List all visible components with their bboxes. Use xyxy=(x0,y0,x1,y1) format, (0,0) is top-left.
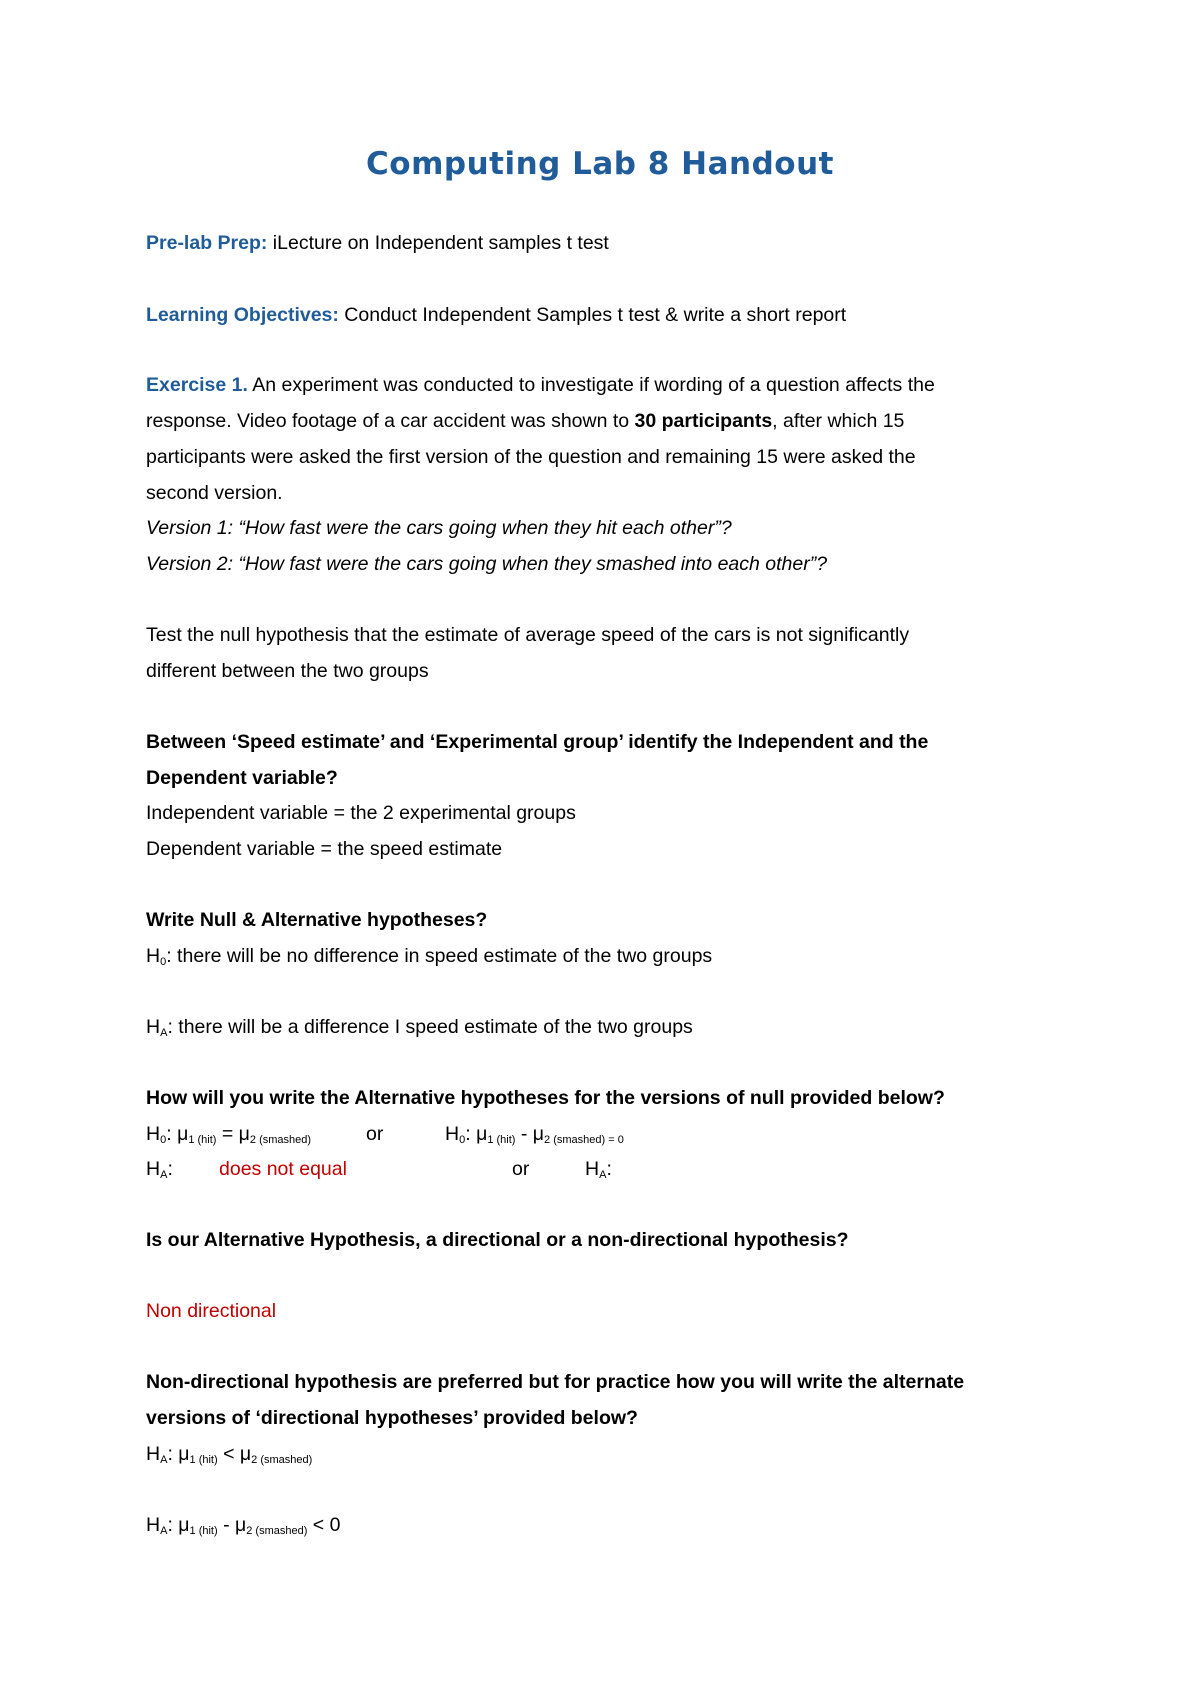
colon: : xyxy=(465,1123,471,1145)
exercise-text-2a: response. Video footage of a car accident was shown to xyxy=(146,410,635,432)
question-1-line-1: Between ‘Speed estimate’ and ‘Experimental group’ identify the Independent and the xyxy=(146,731,929,753)
h-symbol: H xyxy=(585,1158,600,1180)
exercise-participants: 30 participants xyxy=(634,410,773,432)
exercise-text-1: An experiment was conducted to investigate if wording of a question affects the xyxy=(247,374,935,396)
mu-symbol: μ xyxy=(239,1443,252,1465)
mu-symbol: μ xyxy=(238,1123,250,1145)
ha-subscript: A xyxy=(160,1169,168,1181)
colon: : xyxy=(167,1514,173,1536)
directional-ha-1 xyxy=(146,1437,312,1477)
page-title: Computing Lab 8 Handout xyxy=(366,146,834,182)
mu-symbol: μ xyxy=(178,1443,190,1465)
h-symbol: H xyxy=(146,1158,161,1180)
answer-non-directional: Non directional xyxy=(146,1300,277,1322)
less-than-zero: < 0 xyxy=(307,1514,341,1536)
ha-subscript: A xyxy=(160,1454,168,1466)
question-1-line-2: Dependent variable? xyxy=(146,767,338,789)
exercise-label: Exercise 1. xyxy=(146,374,248,396)
question-5-line-1: Non-directional hypothesis are preferred but for practice how you will write the alternate xyxy=(146,1371,965,1393)
ha-subscript: A xyxy=(160,1027,168,1039)
h-symbol: H xyxy=(146,1016,161,1038)
h0-subscript: 0 xyxy=(459,1134,466,1146)
minus-sign: - xyxy=(217,1514,235,1536)
exercise-line-3: participants were asked the first version of the question and remaining 15 were asked the xyxy=(146,446,916,468)
mu-symbol: μ xyxy=(178,1514,190,1536)
question-4-heading: Is our Alternative Hypothesis, a directional or a non-directional hypothesis? xyxy=(146,1229,849,1251)
mu2-subscript-eq0: 2 (smashed) = 0 xyxy=(544,1134,624,1146)
question-2-heading: Write Null & Alternative hypotheses? xyxy=(146,909,488,931)
mu2-subscript: 2 (smashed) xyxy=(251,1454,313,1466)
minus-sign: - xyxy=(515,1123,533,1145)
mu2-subscript: 2 (smashed) xyxy=(249,1134,312,1146)
independent-variable: Independent variable = the 2 experimental groups xyxy=(146,802,576,824)
h-symbol: H xyxy=(146,1123,161,1145)
null-versions-left xyxy=(146,1117,311,1157)
mu1-subscript: 1 (hit) xyxy=(487,1134,516,1146)
colon: : xyxy=(166,1123,172,1145)
exercise-line-1 xyxy=(146,368,935,402)
test-line-2: different between the two groups xyxy=(146,660,429,682)
or-separator-2: or xyxy=(512,1158,530,1180)
less-than: < xyxy=(217,1443,240,1465)
mu-symbol: μ xyxy=(177,1123,189,1145)
h0-subscript: 0 xyxy=(160,956,167,968)
ha-subscript: A xyxy=(599,1169,607,1181)
mu2-subscript: 2 (smashed) xyxy=(246,1525,308,1537)
alternative-hypothesis-text: : there will be a difference I speed estimate of the two groups xyxy=(167,1016,693,1038)
version-2: Version 2: “How fast were the cars going when they smashed into each other”? xyxy=(146,553,828,575)
h-symbol: H xyxy=(146,945,161,967)
ha-left-label xyxy=(146,1152,173,1192)
test-line-1: Test the null hypothesis that the estimate of average speed of the cars is not significantly xyxy=(146,624,910,646)
mu1-subscript: 1 (hit) xyxy=(188,1134,217,1146)
version-1: Version 1: “How fast were the cars going when they hit each other”? xyxy=(146,517,732,539)
colon: : xyxy=(606,1158,612,1180)
directional-ha-2 xyxy=(146,1508,340,1548)
colon: : xyxy=(167,1443,173,1465)
mu-symbol: μ xyxy=(532,1123,545,1145)
h0-subscript: 0 xyxy=(160,1134,167,1146)
null-hypothesis-text: : there will be no difference in speed estimate of the two groups xyxy=(166,945,713,967)
colon: : xyxy=(167,1158,173,1180)
answer-does-not-equal: does not equal xyxy=(219,1158,347,1180)
mu1-subscript: 1 (hit) xyxy=(189,1454,218,1466)
equals-sign: = xyxy=(216,1123,239,1145)
alternative-hypothesis xyxy=(146,1010,693,1050)
exercise-line-2 xyxy=(146,404,904,438)
exercise-text-2c: , after which 15 xyxy=(772,410,905,432)
ha-right-label xyxy=(585,1152,612,1192)
null-versions-right xyxy=(445,1117,624,1157)
h-symbol: H xyxy=(146,1443,161,1465)
prelab-line xyxy=(146,226,609,260)
objectives-text: Conduct Independent Samples t test & write a short report xyxy=(338,304,847,326)
question-5-line-2: versions of ‘directional hypotheses’ provided below? xyxy=(146,1407,638,1429)
mu1-subscript: 1 (hit) xyxy=(189,1525,218,1537)
objectives-line xyxy=(146,298,846,332)
h-symbol: H xyxy=(445,1123,460,1145)
mu-symbol: μ xyxy=(235,1514,247,1536)
null-hypothesis xyxy=(146,939,712,979)
prelab-text: iLecture on Independent samples t test xyxy=(267,232,609,254)
ha-subscript: A xyxy=(160,1525,168,1537)
exercise-line-4: second version. xyxy=(146,482,283,504)
prelab-label: Pre-lab Prep: xyxy=(146,232,268,254)
h-symbol: H xyxy=(146,1514,161,1536)
objectives-label: Learning Objectives: xyxy=(146,304,339,326)
mu-symbol: μ xyxy=(476,1123,488,1145)
dependent-variable: Dependent variable = the speed estimate xyxy=(146,838,503,860)
question-3-heading: How will you write the Alternative hypotheses for the versions of null provided below? xyxy=(146,1087,945,1109)
or-separator-1: or xyxy=(366,1123,384,1145)
